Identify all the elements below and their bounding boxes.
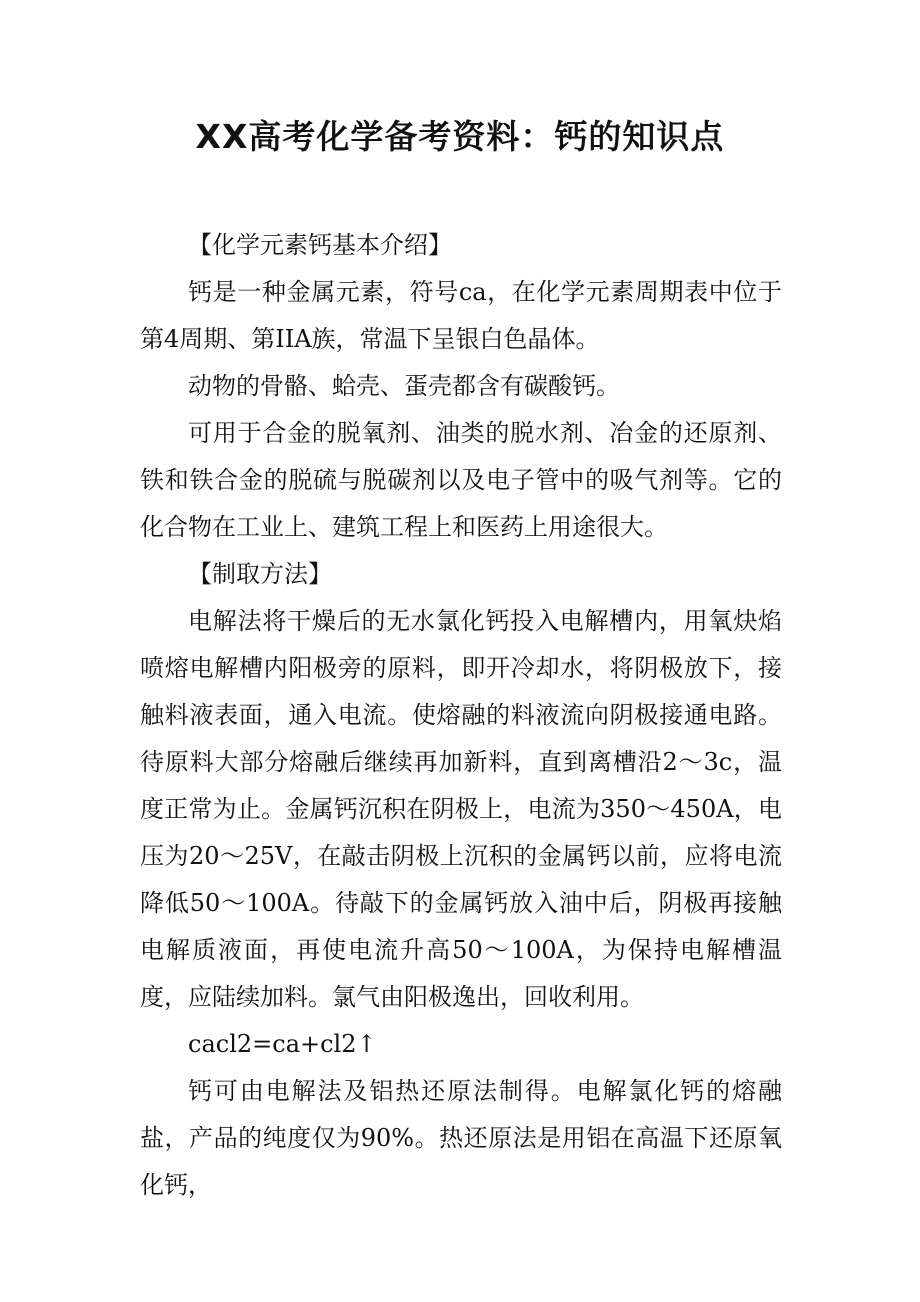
- section-heading-preparation: 【制取方法】: [188, 560, 332, 588]
- paragraph-calcium-carbonate: 动物的骨骼、蛤壳、蛋壳都含有碳酸钙。: [188, 372, 620, 400]
- paragraph-uses: 可用于合金的脱氧剂、油类的脱水剂、冶金的还原剂、铁和铁合金的脱硫与脱碳剂以及电子管中的吸气剂等。它的化合物在工业上、建筑工程上和医药上用途很大。: [140, 419, 782, 541]
- paragraph-electrolysis-method: 电解法将干燥后的无水氯化钙投入电解槽内，用氧炔焰喷熔电解槽内阳极旁的原料，即开冷却水，将阴极放下，接触料液表面，通入电流。使熔融的料液流向阴极接通电路。待原料大部分熔融后继续再加新料，直到离槽沿2～3c，温度正常为止。金属钙沉积在阴极上，电流为350～450A，电压为20～25V，在敲击阴极上沉积的金属钙以前，应将电流降低50～100A。待敲下的金属钙放入油中后，阴极再接触电解质液面，再使电流升高50～100A，为保持电解槽温度，应陆续加料。氯气由阳极逸出，回收利用。: [140, 607, 782, 1011]
- document-body: [140, 222, 782, 1209]
- chemical-equation: cacl2=ca+cl2↑: [188, 1030, 377, 1058]
- section-heading-intro: 【化学元素钙基本介绍】: [188, 231, 452, 259]
- document-title: XX高考化学备考资料：钙的知识点: [195, 117, 725, 156]
- paragraph-production-methods: 钙可由电解法及铝热还原法制得。电解氯化钙的熔融盐，产品的纯度仅为90%。热还原法是用铝在高温下还原氧化钙，: [140, 1077, 782, 1199]
- paragraph-element-description: 钙是一种金属元素，符号ca，在化学元素周期表中位于第4周期、第IIA族，常温下呈银白色晶体。: [140, 278, 782, 353]
